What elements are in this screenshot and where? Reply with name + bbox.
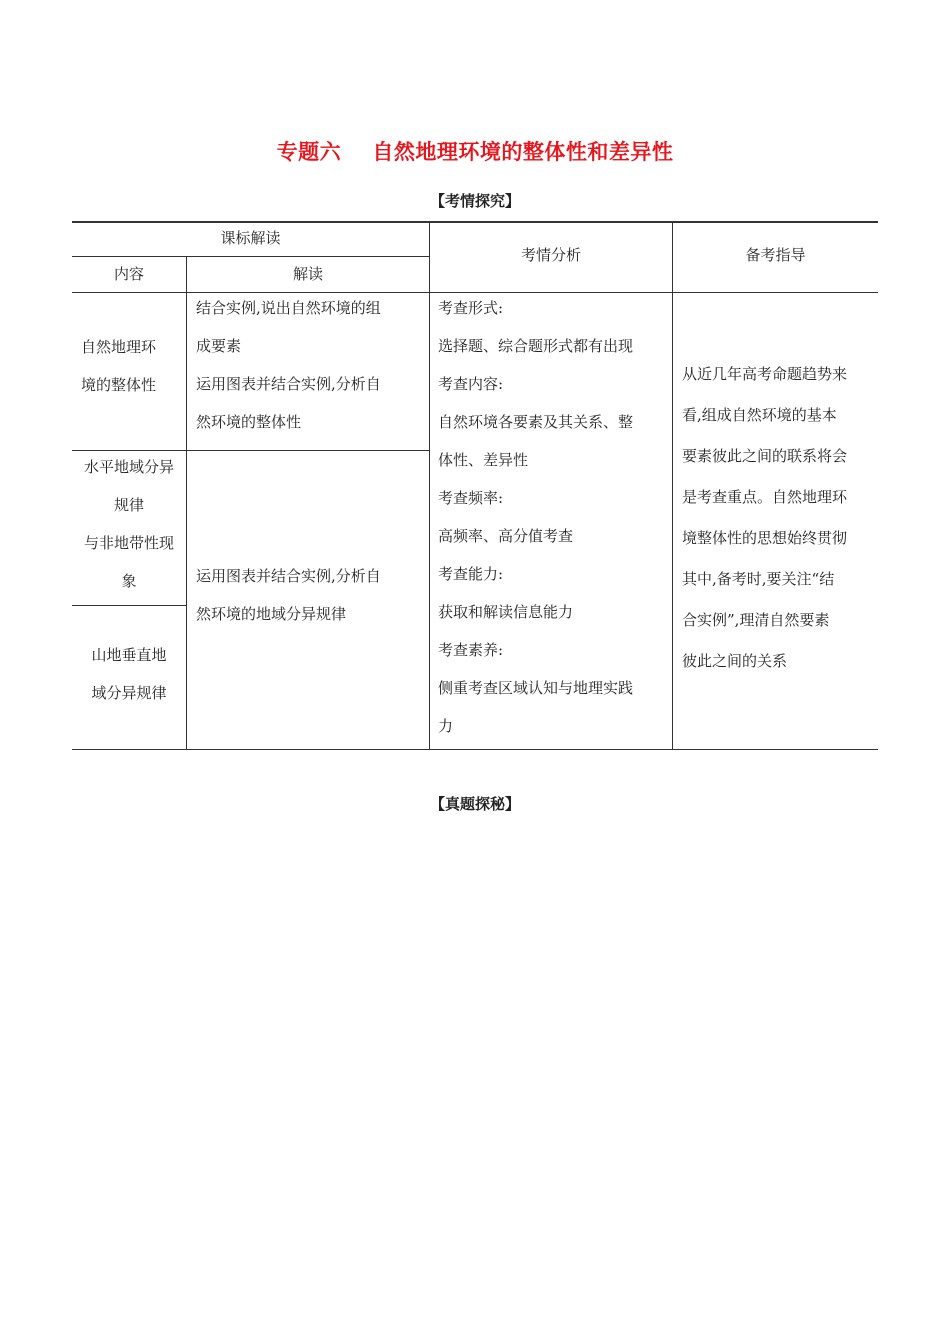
guidance-line: 看,组成自然环境的基本 — [682, 406, 837, 424]
header-guidance: 备考指导 — [745, 246, 806, 264]
row1-content-line: 自然地理环 — [81, 338, 157, 356]
guidance-column-divider — [672, 221, 673, 750]
row1-interpretation-line: 结合实例,说出自然环境的组 — [196, 299, 381, 317]
header-interpretation: 解读 — [292, 265, 323, 283]
row2-content-line: 与非地带性现 — [83, 534, 174, 552]
row1-interpretation-line: 然环境的整体性 — [196, 413, 302, 431]
row1-content-line: 境的整体性 — [81, 376, 157, 394]
row1-content — [81, 328, 185, 404]
row2-content-line: 水平地域分异 — [83, 458, 174, 476]
section-heading-exam-analysis: 【考情探究】 — [429, 192, 520, 210]
page-title: 专题六 自然地理环境的整体性和差异性 — [276, 140, 674, 164]
analysis-line: 力 — [438, 717, 454, 735]
row3-content-line: 山地垂直地 — [91, 646, 167, 664]
header-curriculum: 课标解读 — [220, 229, 281, 247]
row1-interpretation-line: 运用图表并结合实例,分析自 — [196, 375, 381, 393]
analysis-line: 获取和解读信息能力 — [438, 603, 574, 621]
guidance-cell — [682, 354, 878, 682]
guidance-line: 从近几年高考命题趋势来 — [682, 365, 848, 383]
analysis-line: 考查频率: — [438, 489, 504, 507]
shared-interpretation-line: 然环境的地域分异规律 — [196, 605, 347, 623]
analysis-line: 自然环境各要素及其关系、整 — [438, 413, 634, 431]
row2-content-line: 象 — [121, 572, 137, 590]
analysis-line: 考查内容: — [438, 375, 504, 393]
analysis-line: 选择题、综合题形式都有出现 — [438, 337, 634, 355]
row1-interpretation-line: 成要素 — [196, 337, 242, 355]
analysis-cell — [438, 289, 672, 745]
row3-content-line: 域分异规律 — [91, 684, 167, 702]
exam-analysis-table — [72, 221, 878, 750]
analysis-line: 考查形式: — [438, 299, 504, 317]
guidance-line: 境整体性的思想始终贯彻 — [682, 529, 848, 547]
guidance-line: 要素彼此之间的联系将会 — [682, 447, 848, 465]
header-analysis: 考情分析 — [520, 246, 581, 264]
analysis-line: 侧重考查区域认知与地理实践 — [438, 679, 634, 697]
shared-interpretation-line: 运用图表并结合实例,分析自 — [196, 567, 381, 585]
table-bottom-rule — [72, 749, 878, 750]
row3-content — [72, 636, 186, 712]
analysis-line: 考查素养: — [438, 641, 504, 659]
row2-content — [72, 448, 186, 600]
row2-content-line: 规律 — [113, 496, 144, 514]
row1-interpretation — [196, 289, 428, 441]
guidance-line: 是考查重点。自然地理环 — [682, 488, 848, 506]
analysis-line: 体性、差异性 — [438, 451, 529, 469]
guidance-line: 彼此之间的关系 — [682, 652, 788, 670]
shared-interpretation — [196, 557, 428, 633]
analysis-line: 考查能力: — [438, 565, 504, 583]
section-heading-real-questions: 【真题探秘】 — [429, 795, 520, 813]
row2-divider — [72, 605, 187, 606]
header-content: 内容 — [113, 265, 144, 283]
guidance-line: 合实例”,理清自然要素 — [682, 611, 830, 629]
analysis-line: 高频率、高分值考查 — [438, 527, 574, 545]
content-column-divider — [186, 256, 187, 750]
guidance-line: 其中,备考时,要关注“结 — [682, 570, 835, 588]
analysis-column-divider — [429, 221, 430, 750]
